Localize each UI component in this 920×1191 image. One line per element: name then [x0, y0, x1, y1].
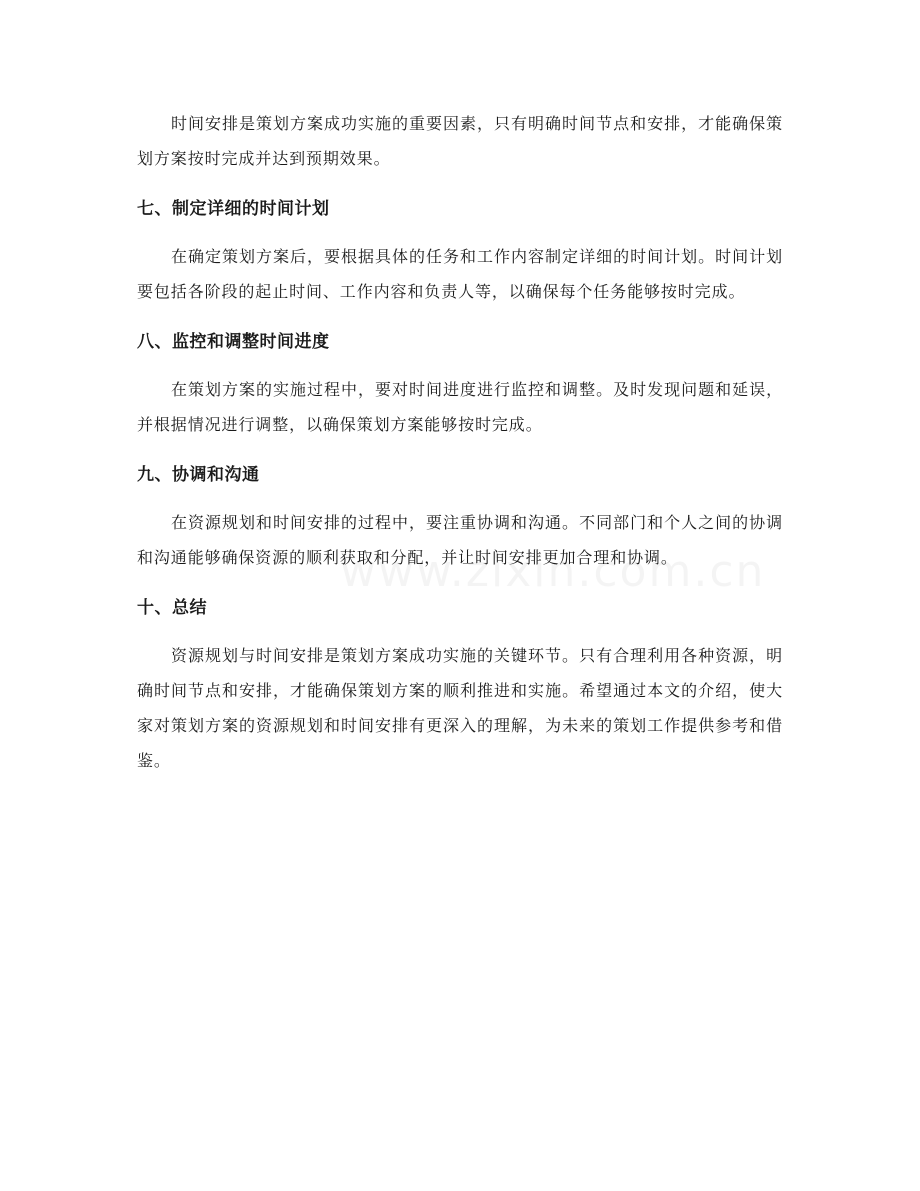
- section-heading-7: 七、制定详细的时间计划: [137, 199, 330, 219]
- section-10-paragraph: 资源规划与时间安排是策划方案成功实施的关键环节。只有合理利用各种资源，明确时间节点和安排，才能确保策划方案的顺利推进和实施。希望通过本文的介绍，使大家对策划方案的资源规划和时间安排有更深入的理解，为未来的策划工作提供参考和借鉴。: [137, 646, 783, 770]
- section-7-paragraph: 在确定策划方案后，要根据具体的任务和工作内容制定详细的时间计划。时间计划要包括各阶段的起止时间、工作内容和负责人等，以确保每个任务能够按时完成。: [137, 247, 783, 301]
- section-heading-8: 八、监控和调整时间进度: [137, 332, 330, 352]
- section-heading-10: 十、总结: [137, 598, 207, 618]
- document-body: [137, 106, 783, 778]
- section-heading-9: 九、协调和沟通: [137, 465, 260, 485]
- section-9-paragraph: 在资源规划和时间安排的过程中，要注重协调和沟通。不同部门和个人之间的协调和沟通能够确保资源的顺利获取和分配，并让时间安排更加合理和协调。: [137, 513, 783, 567]
- section-8-paragraph: 在策划方案的实施过程中，要对时间进度进行监控和调整。及时发现问题和延误，并根据情况进行调整，以确保策划方案能够按时完成。: [137, 380, 783, 434]
- intro-paragraph: 时间安排是策划方案成功实施的重要因素，只有明确时间节点和安排，才能确保策划方案按时完成并达到预期效果。: [137, 114, 783, 168]
